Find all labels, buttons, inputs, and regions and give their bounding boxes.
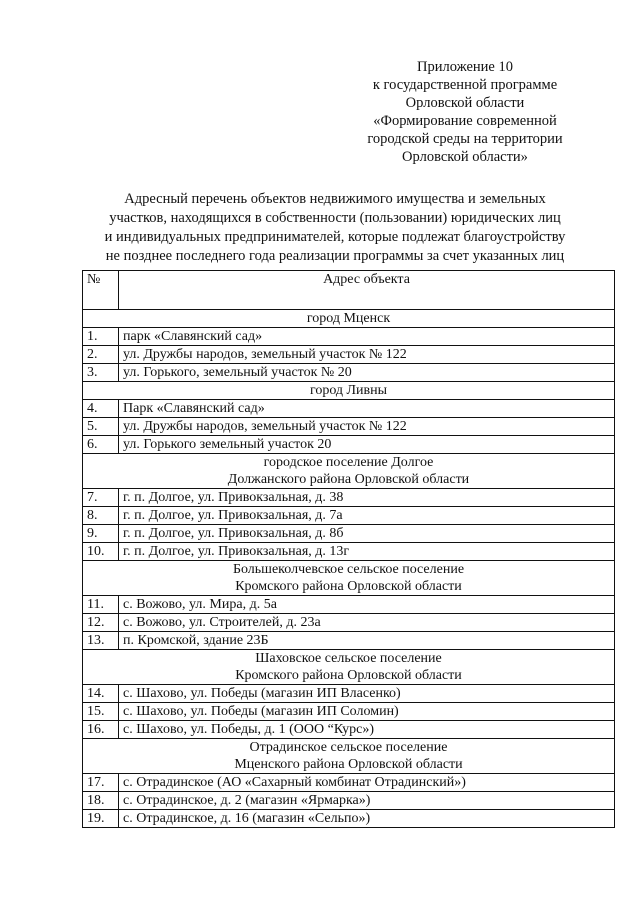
appendix-block bbox=[330, 58, 600, 166]
appendix-line: Орловской области bbox=[405, 95, 525, 111]
table-row bbox=[83, 525, 615, 543]
table-row bbox=[83, 596, 615, 614]
table-row bbox=[83, 328, 615, 346]
section-title-line: Отрадинское сельское поселение bbox=[249, 740, 448, 755]
row-number: 9. bbox=[83, 525, 119, 543]
table-row bbox=[83, 685, 615, 703]
table-row bbox=[83, 792, 615, 810]
column-header-address: Адрес объекта bbox=[119, 271, 615, 310]
section-row bbox=[83, 739, 615, 774]
section-row bbox=[83, 454, 615, 489]
table-row bbox=[83, 400, 615, 418]
row-number: 3. bbox=[83, 364, 119, 382]
section-row bbox=[83, 650, 615, 685]
table-row bbox=[83, 364, 615, 382]
address-table bbox=[82, 270, 615, 828]
section-title bbox=[83, 382, 615, 400]
row-address: с. Шахово, ул. Победы (магазин ИП Соломин) bbox=[119, 703, 615, 721]
row-address: г. п. Долгое, ул. Привокзальная, д. 38 bbox=[119, 489, 615, 507]
row-address: с. Отрадинское, д. 2 (магазин «Ярмарка») bbox=[119, 792, 615, 810]
table-row bbox=[83, 543, 615, 561]
table-row bbox=[83, 507, 615, 525]
table-header-row bbox=[83, 271, 615, 310]
row-address: с. Отрадинское, д. 16 (магазин «Сельпо») bbox=[119, 810, 615, 828]
section-title bbox=[83, 454, 615, 489]
section-row bbox=[83, 310, 615, 328]
column-header-number: № bbox=[83, 271, 119, 310]
row-number: 14. bbox=[83, 685, 119, 703]
row-number: 7. bbox=[83, 489, 119, 507]
section-title-line: Кромского района Орловской области bbox=[235, 668, 462, 683]
table-row bbox=[83, 774, 615, 792]
appendix-line: Орловской области» bbox=[402, 149, 528, 165]
row-number: 1. bbox=[83, 328, 119, 346]
heading-line: не позднее последнего года реализации программы за счет указанных лиц bbox=[105, 248, 565, 264]
section-title-line: городское поселение Долгое bbox=[263, 455, 434, 470]
row-number: 15. bbox=[83, 703, 119, 721]
section-title bbox=[83, 561, 615, 596]
table-row bbox=[83, 632, 615, 650]
table-row bbox=[83, 436, 615, 454]
section-title-line: город Ливны bbox=[309, 383, 388, 398]
row-address: с. Шахово, ул. Победы (магазин ИП Власенко) bbox=[119, 685, 615, 703]
row-number: 5. bbox=[83, 418, 119, 436]
row-number: 8. bbox=[83, 507, 119, 525]
row-number: 18. bbox=[83, 792, 119, 810]
appendix-line: «Формирование современной bbox=[373, 113, 557, 129]
table-row bbox=[83, 614, 615, 632]
row-address: п. Кромской, здание 23Б bbox=[119, 632, 615, 650]
section-title-line: Кромского района Орловской области bbox=[235, 579, 462, 594]
table-row bbox=[83, 810, 615, 828]
row-address: ул. Горького, земельный участок № 20 bbox=[119, 364, 615, 382]
row-number: 2. bbox=[83, 346, 119, 364]
heading-line: Адресный перечень объектов недвижимого имущества и земельных bbox=[124, 191, 546, 207]
row-address: ул. Дружбы народов, земельный участок № 122 bbox=[119, 346, 615, 364]
heading-line: и индивидуальных предпринимателей, которые подлежат благоустройству bbox=[104, 229, 566, 245]
section-title-line: Должанского района Орловской области bbox=[227, 472, 470, 487]
document-heading bbox=[70, 190, 600, 266]
table-body bbox=[83, 310, 615, 828]
table-row bbox=[83, 703, 615, 721]
row-address: с. Вожово, ул. Мира, д. 5а bbox=[119, 596, 615, 614]
row-number: 16. bbox=[83, 721, 119, 739]
row-address: г. п. Долгое, ул. Привокзальная, д. 7а bbox=[119, 507, 615, 525]
heading-line: участков, находящихся в собственности (пользовании) юридических лиц bbox=[109, 210, 561, 226]
section-title bbox=[83, 310, 615, 328]
appendix-line: Приложение 10 bbox=[417, 59, 513, 75]
appendix-line: городской среды на территории bbox=[367, 131, 563, 147]
row-address: Парк «Славянский сад» bbox=[119, 400, 615, 418]
section-title-line: Большеколчевское сельское поселение bbox=[232, 562, 465, 577]
section-row bbox=[83, 561, 615, 596]
appendix-line: к государственной программе bbox=[372, 77, 558, 93]
section-title bbox=[83, 650, 615, 685]
table-row bbox=[83, 346, 615, 364]
row-number: 4. bbox=[83, 400, 119, 418]
row-number: 6. bbox=[83, 436, 119, 454]
section-title-line: Шаховское сельское поселение bbox=[255, 651, 442, 666]
row-number: 12. bbox=[83, 614, 119, 632]
row-address: с. Отрадинское (АО «Сахарный комбинат Отрадинский») bbox=[119, 774, 615, 792]
table-row bbox=[83, 489, 615, 507]
table-row bbox=[83, 418, 615, 436]
row-number: 10. bbox=[83, 543, 119, 561]
row-number: 17. bbox=[83, 774, 119, 792]
row-address: с. Вожово, ул. Строителей, д. 23а bbox=[119, 614, 615, 632]
row-address: ул. Дружбы народов, земельный участок № 122 bbox=[119, 418, 615, 436]
row-address: парк «Славянский сад» bbox=[119, 328, 615, 346]
table-row bbox=[83, 721, 615, 739]
section-row bbox=[83, 382, 615, 400]
row-number: 11. bbox=[83, 596, 119, 614]
row-address: с. Шахово, ул. Победы, д. 1 (ООО “Курс») bbox=[119, 721, 615, 739]
row-address: г. п. Долгое, ул. Привокзальная, д. 8б bbox=[119, 525, 615, 543]
row-number: 13. bbox=[83, 632, 119, 650]
section-title-line: Мценского района Орловской области bbox=[234, 757, 463, 772]
section-title bbox=[83, 739, 615, 774]
row-address: г. п. Долгое, ул. Привокзальная, д. 13г bbox=[119, 543, 615, 561]
row-number: 19. bbox=[83, 810, 119, 828]
row-address: ул. Горького земельный участок 20 bbox=[119, 436, 615, 454]
section-title-line: город Мценск bbox=[306, 311, 391, 326]
